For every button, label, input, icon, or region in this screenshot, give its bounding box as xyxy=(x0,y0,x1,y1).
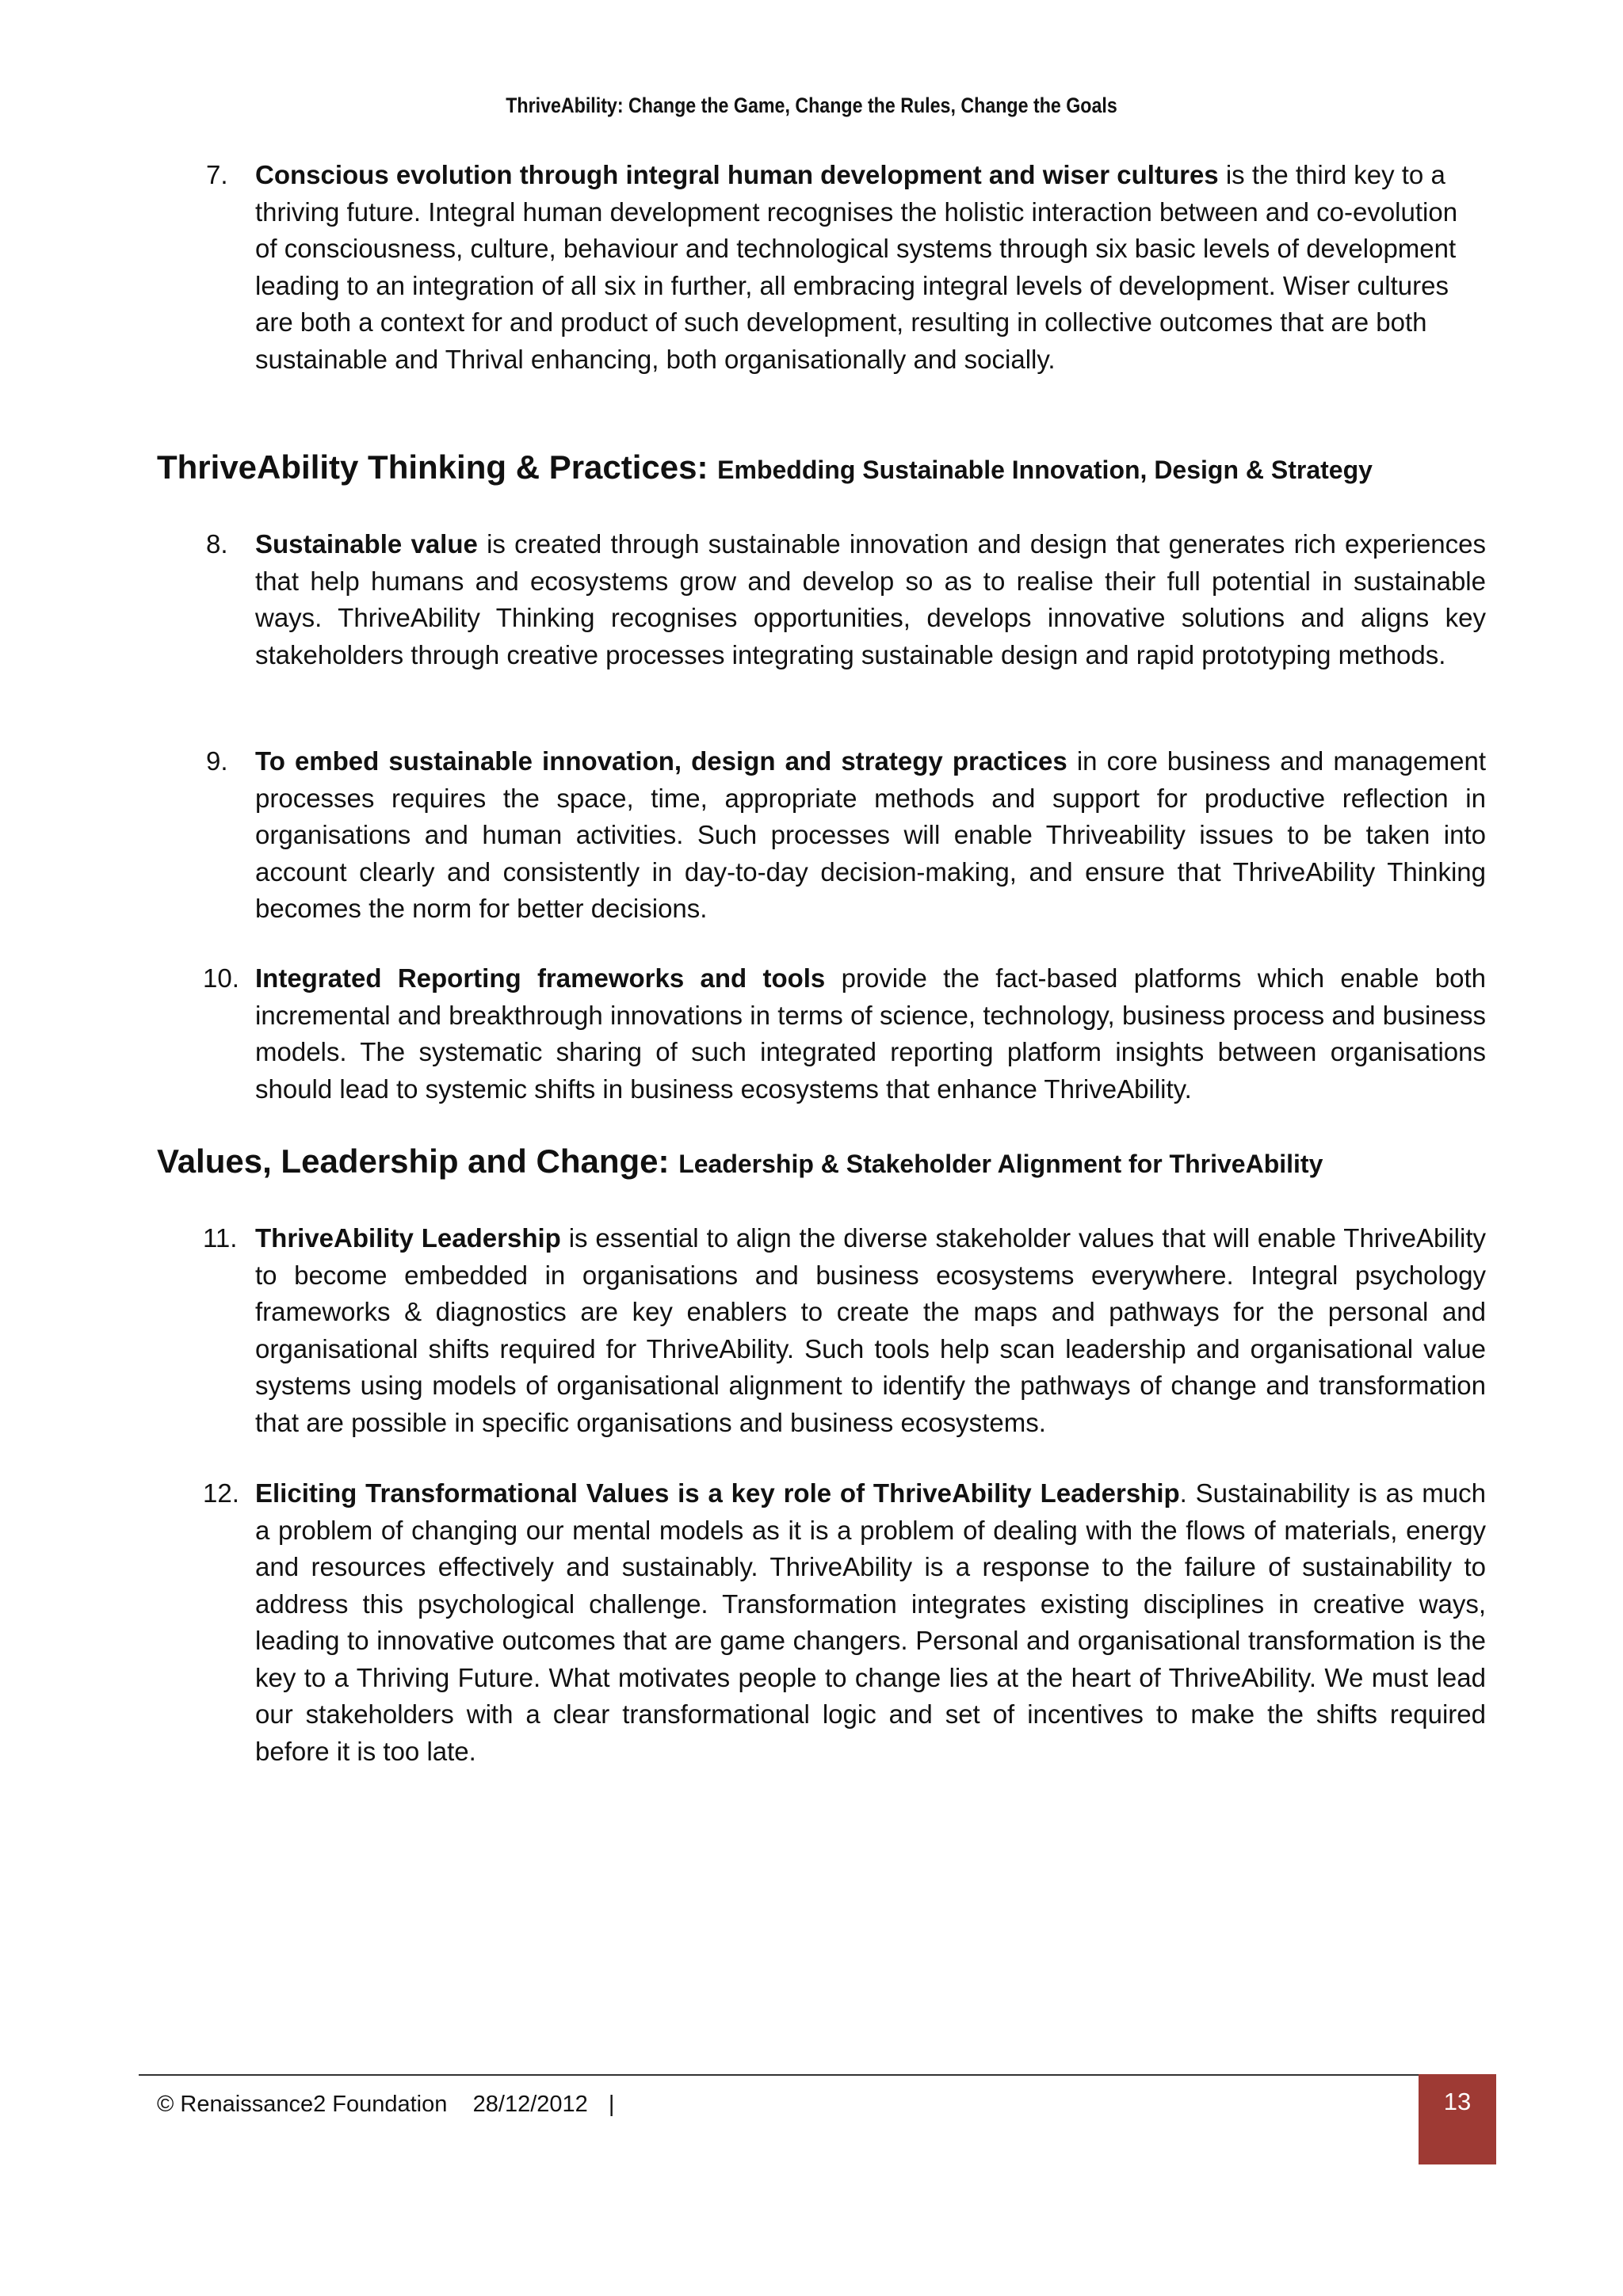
list-text: in core business and management processes requires the space, time, appropriate methods and support for productive reflection in organisations and human activities. Such processes will enable Thriveability issues to be taken into account clearly and consistently in day-to-day decision-making, and ensure that ThriveAbility Thinking becomes the norm for better decisions. xyxy=(255,746,1486,923)
list-number: 7. xyxy=(206,160,228,189)
section-title: ThriveAbility Thinking & Practices: xyxy=(157,448,708,486)
list-item-11 xyxy=(203,1220,1486,1441)
list-item-9 xyxy=(206,743,1486,928)
list-lead: Conscious evolution through integral human development and wiser cultures xyxy=(255,160,1219,189)
list-lead: To embed sustainable innovation, design and strategy practices xyxy=(255,746,1067,776)
list-item-8 xyxy=(206,526,1486,673)
list-text: is essential to align the diverse stakeholder values that will enable ThriveAbility to become embedded in organisations and business ecosystems everywhere. Integral psychology frameworks & diagnostics are key enablers to create the maps and pathways for the personal and organisational shifts required for ThriveAbility. Such tools help scan leadership and organisational value systems using models of organisational alignment to identify the pathways of change and transformation that are possible in specific organisations and business ecosystems. xyxy=(255,1223,1486,1437)
list-paragraph xyxy=(255,960,1486,1108)
list-number: 8. xyxy=(206,529,228,559)
list-paragraph xyxy=(255,1220,1486,1441)
page-number: 13 xyxy=(1419,2074,1496,2164)
footer-separator: | xyxy=(608,2092,615,2117)
list-number: 12. xyxy=(203,1478,239,1508)
list-number: 11. xyxy=(203,1223,238,1253)
running-header: ThriveAbility: Change the Game, Change the Rules, Change the Goals xyxy=(506,93,1117,117)
footer-rule xyxy=(139,2074,1419,2076)
list-paragraph xyxy=(255,526,1486,673)
section-title: Values, Leadership and Change: xyxy=(157,1142,670,1180)
list-item-12 xyxy=(203,1475,1486,1770)
list-number: 9. xyxy=(206,746,228,776)
section-heading-thinking-practices xyxy=(157,448,1504,486)
list-lead: Eliciting Transformational Values is a key role of ThriveAbility Leadership xyxy=(255,1478,1180,1508)
footer-date: 28/12/2012 xyxy=(472,2092,588,2117)
list-text: . Sustainability is as much a problem of changing our mental models as it is a problem of dealing with the flows of materials, energy and resources effectively and sustainably. ThriveAbility is a response to the failure of sustainability to address this psychological challenge. Transformation integrates existing disciplines in creative ways, leading to innovative outcomes that are game changers. Personal and organisational transformation is the key to a Thriving Future. What motivates people to change lies at the heart of ThriveAbility. We must lead our stakeholders with a clear transformational logic and set of incentives to make the shifts required before it is too late. xyxy=(255,1478,1486,1766)
list-lead: ThriveAbility Leadership xyxy=(255,1223,561,1253)
list-number: 10. xyxy=(203,963,239,993)
list-paragraph xyxy=(255,743,1486,928)
list-text: provide the fact-based platforms which enable both incremental and breakthrough innovations in terms of science, technology, business process and business models. The systematic sharing of such integrated reporting platform insights between organisations should lead to systemic shifts in business ecosystems that enhance ThriveAbility. xyxy=(255,963,1486,1104)
section-heading-values-leadership xyxy=(157,1142,1504,1180)
list-lead: Integrated Reporting frameworks and tools xyxy=(255,963,826,993)
list-text: is the third key to a thriving future. Integral human development recognises the holistic interaction between and co-evolution of consciousness, culture, behaviour and technological systems through six basic levels of development leading to an integration of all six in further, all embracing integral levels of development. Wiser cultures are both a context for and product of such development, resulting in collective outcomes that are both sustainable and Thrival enhancing, both organisationally and socially. xyxy=(255,160,1458,374)
list-paragraph xyxy=(255,157,1486,378)
list-item-7 xyxy=(206,157,1486,378)
list-lead: Sustainable value xyxy=(255,529,478,559)
list-text: is created through sustainable innovation and design that generates rich experiences that help humans and ecosystems grow and develop so as to realise their full potential in sustainable ways. ThriveAbility Thinking recognises opportunities, develops innovative solutions and aligns key stakeholders through creative processes integrating sustainable design and rapid prototyping methods. xyxy=(255,529,1487,669)
footer-copyright: © Renaissance2 Foundation xyxy=(157,2092,448,2117)
section-subtitle: Leadership & Stakeholder Alignment for ThriveAbility xyxy=(678,1150,1323,1178)
footer xyxy=(157,2088,614,2120)
list-paragraph xyxy=(255,1475,1486,1770)
section-subtitle: Embedding Sustainable Innovation, Design & Strategy xyxy=(717,456,1373,484)
list-item-10 xyxy=(203,960,1486,1108)
